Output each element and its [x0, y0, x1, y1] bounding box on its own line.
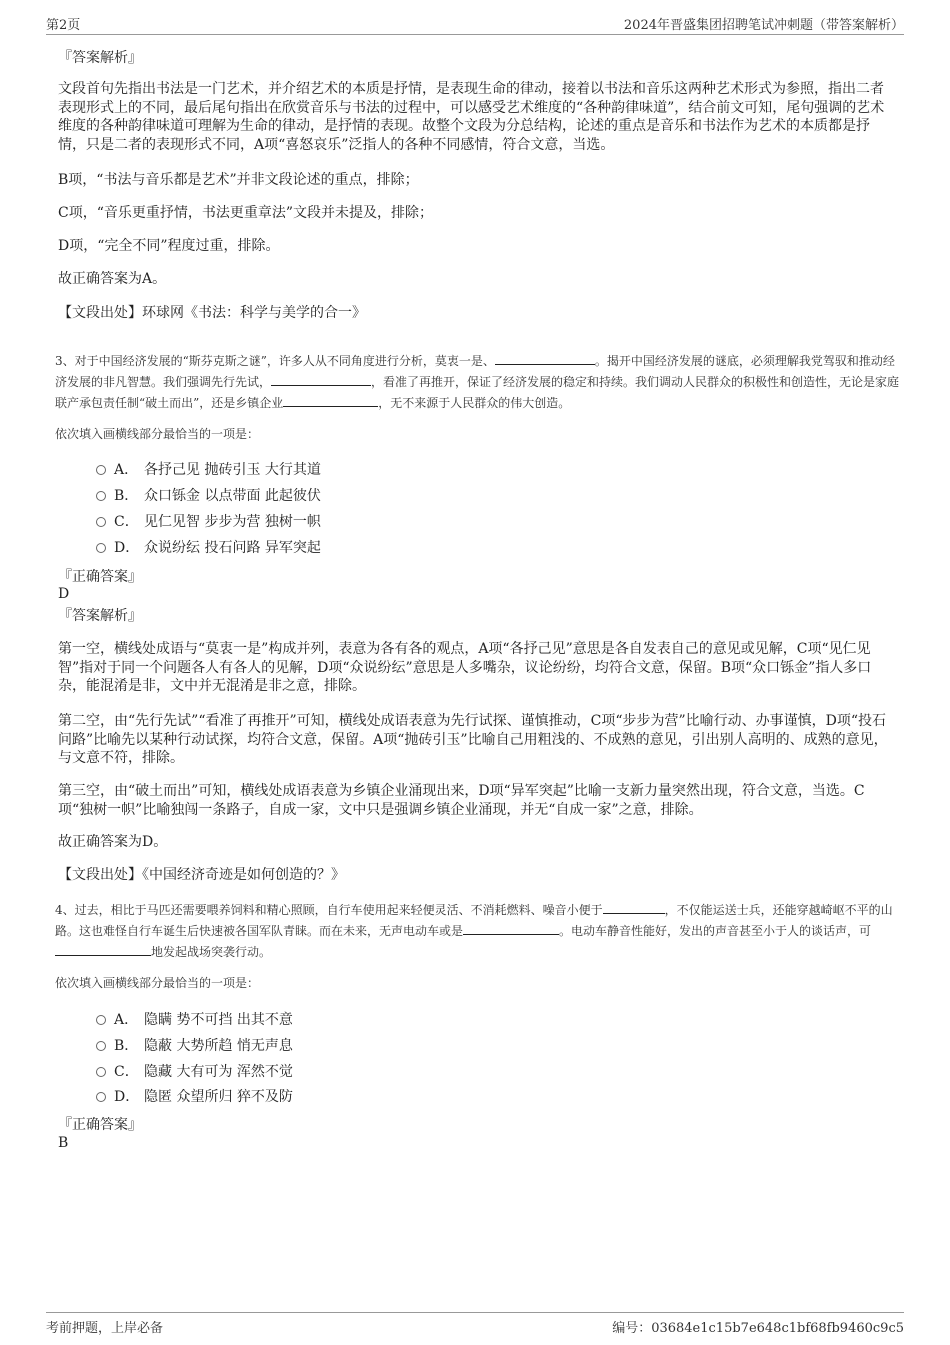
q2-option-b-note: B项，“书法与音乐都是艺术”并非文段论述的重点，排除； [58, 172, 419, 188]
q3-source: 【文段出处】《中国经济奇迹是如何创造的？》 [58, 867, 345, 883]
radio-icon[interactable] [96, 517, 106, 527]
q2-analysis-label: 『答案解析』 [58, 50, 142, 66]
footer-serial: 编号：03684e1c15b7e648c1bf68fb9460c9c5 [612, 1321, 904, 1336]
q3-option-c[interactable]: C． 见仁见智 步步为营 独树一帜 [96, 511, 321, 533]
radio-icon[interactable] [96, 1015, 106, 1025]
q3-answer-label: 『正确答案』 [58, 569, 142, 585]
q4-stem: 4、过去，相比于马匹还需要喂养饲料和精心照顾，自行车使用起来轻便灵活、不消耗燃料、噪音小便于 ，不仅能运送士兵，还能穿越崎岖不平的山路。这也难怪自行车诞生后快速被各国军队青睐。而在未来，无声电动车或是 。电动车静音性能好，发出的声音甚至小于人的谈话声，可地发起战场突袭行动。 [55, 903, 893, 959]
radio-icon[interactable] [96, 1092, 106, 1102]
q3-option-b[interactable]: B． 众口铄金 以点带面 此起彼伏 [96, 485, 321, 507]
page-number: 第2页 [46, 18, 81, 33]
q3-blank-3 [283, 394, 378, 407]
q4-blank-3 [55, 943, 151, 956]
q2-option-d-note: D项，“完全不同”程度过重，排除。 [58, 238, 280, 254]
q4-blank-2 [463, 922, 559, 935]
page-footer [46, 1312, 904, 1340]
q3-stem: 3、对于中国经济发展的“斯芬克斯之谜”，许多人从不同角度进行分析，莫衷一是、 。揭开中国经济发展的谜底，必须理解我党驾驭和推动经济发展的非凡智慧。我们强调先行先试， ，看准了再推开，保证了经济发展的稳定和持续。我们调动人民群众的积极性和创造性，无论是家庭联产承包责任制“破土而出”，还是乡镇企业 ，无不来源于人民群众的伟大创造。 [55, 354, 900, 410]
footer-slogan: 考前押题，上岸必备 [46, 1321, 164, 1336]
q3-analysis-2: 第二空，由“先行先试”“看准了再推开”可知，横线处成语表意为先行试探、谨慎推动，C项“步步为营”比喻行动、办事谨慎，D项“投石问路”比喻先以某种行动试探，均符合文意，保留。A项“抛砖引玉”比喻自己用粗浅的、不成熟的意见，引出别人高明的、成熟的意见，与文意不符，排除。 [58, 713, 888, 766]
q3-conclusion: 故正确答案为D。 [58, 834, 168, 850]
q2-source: 【文段出处】环球网《书法：科学与美学的合一》 [58, 305, 366, 321]
radio-icon[interactable] [96, 543, 106, 553]
q3-blank-2 [271, 373, 371, 386]
q3-option-a[interactable]: A． 各抒己见 抛砖引玉 大行其道 [96, 459, 321, 481]
radio-icon[interactable] [96, 1041, 106, 1051]
q4-answer-label: 『正确答案』 [58, 1117, 142, 1133]
q3-analysis-label: 『答案解析』 [58, 608, 142, 624]
radio-icon[interactable] [96, 491, 106, 501]
q4-option-b[interactable]: B． 隐蔽 大势所趋 悄无声息 [96, 1035, 293, 1057]
q3-prompt: 依次填入画横线部分最恰当的一项是： [55, 427, 260, 441]
page-header [46, 14, 904, 35]
radio-icon[interactable] [96, 465, 106, 475]
q4-option-a[interactable]: A． 隐瞒 势不可挡 出其不意 [96, 1009, 293, 1031]
q4-option-d[interactable]: D． 隐匿 众望所归 猝不及防 [96, 1086, 293, 1108]
q3-answer: D [58, 586, 70, 602]
radio-icon[interactable] [96, 1067, 106, 1077]
document-title: 2024年晋盛集团招聘笔试冲刺题（带答案解析） [623, 18, 904, 33]
q4-blank-1 [603, 901, 665, 914]
q3-analysis-1: 第一空，横线处成语与“莫衷一是”构成并列，表意为各有各的观点，A项“各抒己见”意思是各自发表自己的意见或见解，C项“见仁见智”指对于同一个问题各人有各人的见解，D项“众说纷纭”意思是人多嘴杂，议论纷纷，均符合文意，保留。B项“众口铄金”指人多口杂，能混淆是非，文中并无混淆是非之意，排除。 [58, 641, 872, 694]
q4-option-c[interactable]: C． 隐藏 大有可为 浑然不觉 [96, 1061, 293, 1083]
q2-option-c-note: C项，“音乐更重抒情，书法更重章法”文段并未提及，排除； [58, 205, 434, 221]
q3-option-d[interactable]: D． 众说纷纭 投石问路 异军突起 [96, 537, 321, 559]
q4-prompt: 依次填入画横线部分最恰当的一项是： [55, 976, 260, 990]
q2-conclusion: 故正确答案为A。 [58, 271, 167, 287]
q3-analysis-3: 第三空，由“破土而出”可知，横线处成语表意为乡镇企业涌现出来，D项“异军突起”比喻一支新力量突然出现，符合文意，当选。C项“独树一帜”比喻独闯一条路子，自成一家，文中只是强调乡镇企业涌现，并无“自成一家”之意，排除。 [58, 783, 865, 818]
q3-blank-1 [495, 352, 595, 365]
q2-analysis-text: 文段首句先指出书法是一门艺术，并介绍艺术的本质是抒情，是表现生命的律动，接着以书法和音乐这两种艺术形式为参照，指出二者表现形式上的不同，最后尾句指出在欣赏音乐与书法的过程中，可以感受艺术维度的“各种韵律味道”，结合前文可知，尾句强调的艺术维度的各种韵律味道可理解为生命的律动，是抒情的表现。故整个文段为分总结构，论述的重点是音乐和书法作为艺术的本质都是抒情，只是二者的表现形式不同，A项“喜怒哀乐”泛指人的各种不同感情，符合文意，当选。 [58, 81, 885, 153]
q4-answer: B [58, 1135, 69, 1151]
